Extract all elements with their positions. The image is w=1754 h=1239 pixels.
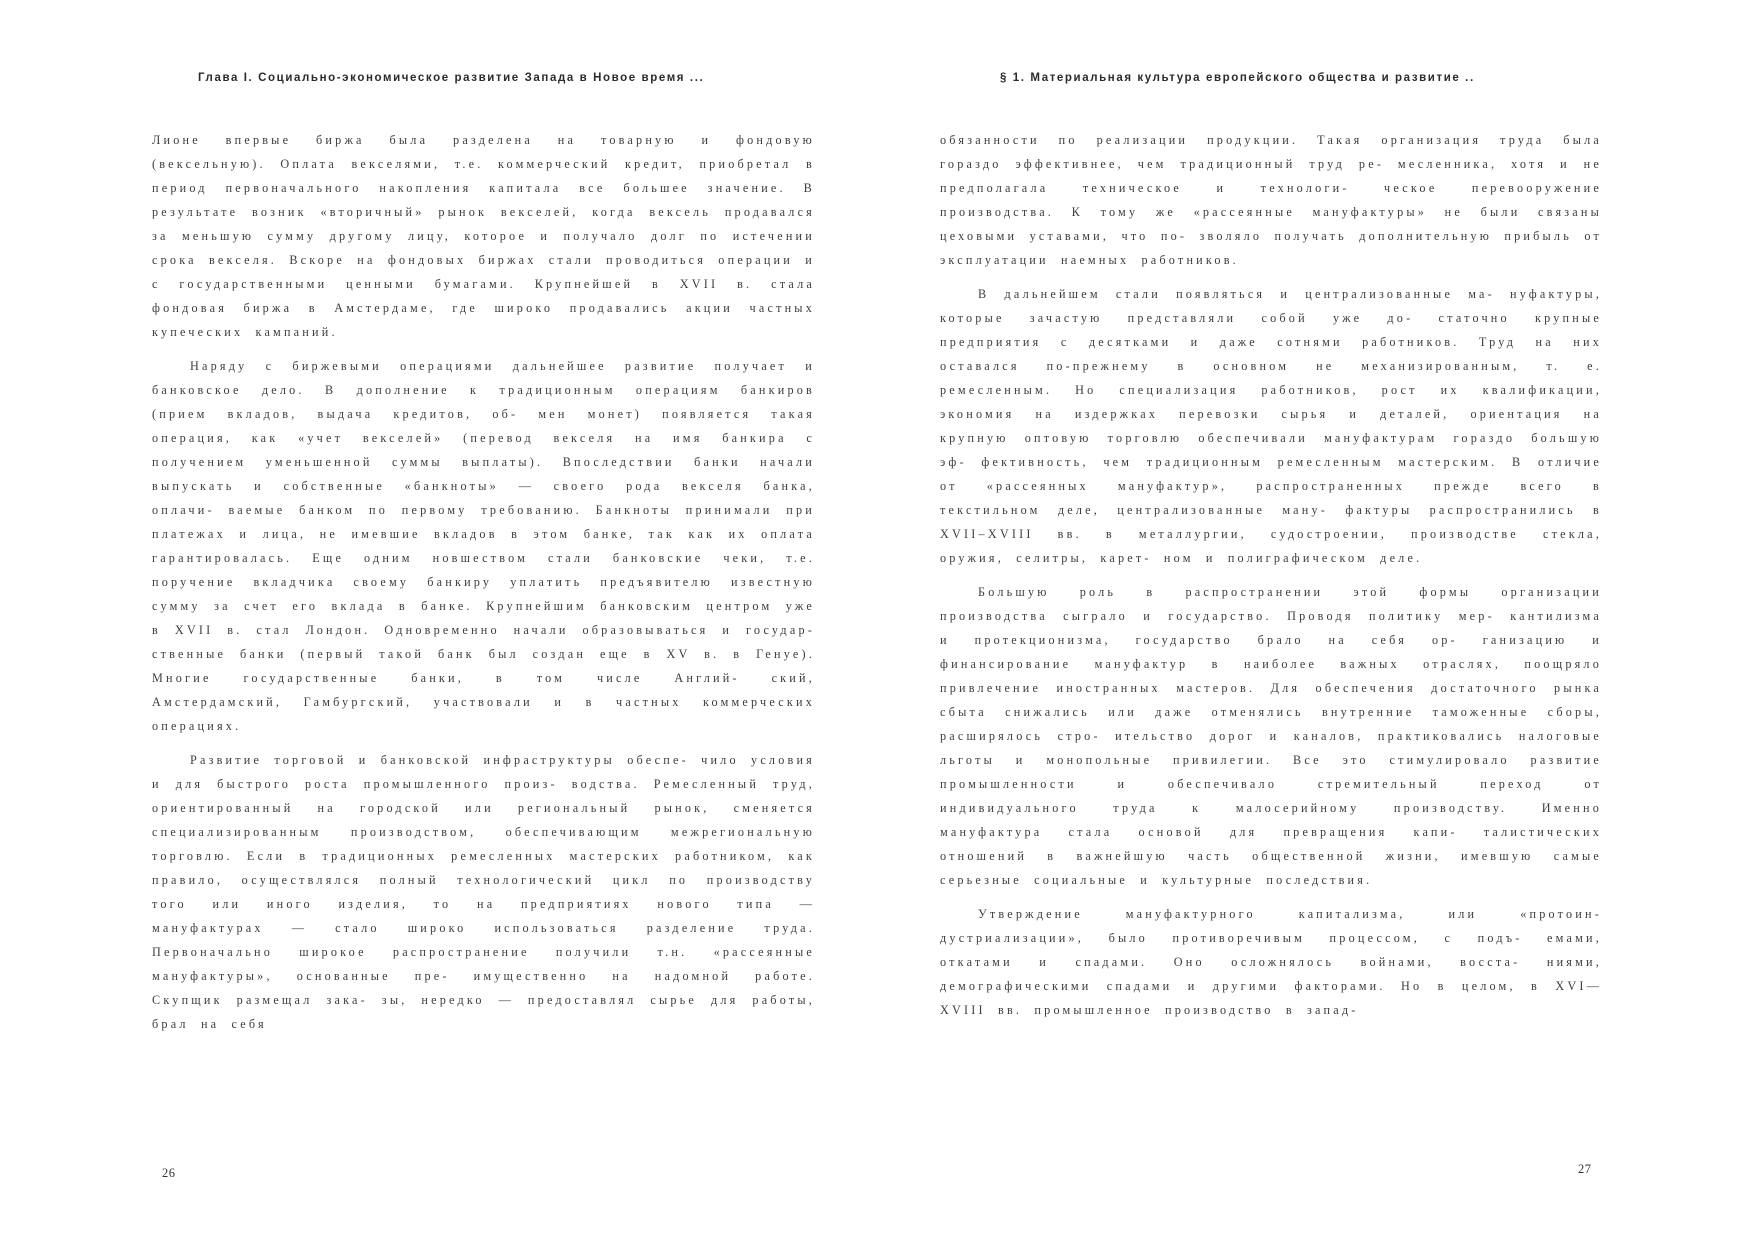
paragraph: обязанности по реализации продукции. Такая организация труда была гораздо эффективнее, чем традиционный труд ре- месленника, хотя и не предполагала техническое и технологи- ческое перевооружение производства. К тому же «рассеянные мануфактуры» не были связаны цеховыми уставами, что по- зволяло получать дополнительную прибыль от эксплуатации наемных работников. xyxy=(940,133,1602,267)
paragraph: Лионе впервые биржа была разделена на товарную и фондовую (вексельную). Оплата векселями, т.е. коммерческий кредит, приобретал в период первоначального накопления капитала все большее значение. В результате возник «вторичный» рынок векселей, когда вексель продавался за меньшую сумму другому лицу, которое и получало долг по истечении срока векселя. Вскоре на фондовых биржах стали проводиться операции и с государственными ценными бумагами. Крупнейшей в XVII в. стала фондовая биржа в Амстердаме, где широко продавались акции частных купеческих кампаний. xyxy=(152,133,815,339)
right-page-text xyxy=(940,128,1602,1032)
paragraph: Утверждение мануфактурного капитализма, или «протоин- дустриализации», было противоречивым процессом, с подъ- емами, откатами и спадами. Оно осложнялось войнами, восста- ниями, демографическими спадами и другими факторами. Но в целом, в XVI—XVIII вв. промышленное производство в запад- xyxy=(940,907,1602,1017)
left-page-text xyxy=(152,128,815,1046)
paragraph: Большую роль в распространении этой формы организации производства сыграло и государство. Проводя политику мер- кантилизма и протекционизма, государство брало на себя ор- ганизацию и финансирование мануфактур в наиболее важных отраслях, поощряло привлечение иностранных мастеров. Для обеспечения достаточного рынка сбыта снижались или даже отменялись внутренние таможенные сборы, расширялось стро- ительство дорог и каналов, практиковались налоговые льготы и монопольные привилегии. Все это стимулировало развитие промышленности и обеспечивало стремительный переход от индивидуального труда к малосерийному производству. Именно мануфактура стала основой для превращения капи- талистических отношений в важнейшую часть общественной жизни, имевшую самые серьезные социальные и культурные последствия. xyxy=(940,585,1602,887)
paragraph: Развитие торговой и банковской инфраструктуры обеспе- чило условия и для быстрого роста промышленного произ- водства. Ремесленный труд, ориентированный на городской или региональный рынок, сменяется специализированным производством, обеспечивающим межрегиональную торговлю. Если в традиционных ремесленных мастерских работником, как правило, осуществлялся полный технологический цикл по производству того или иного изделия, то на предприятиях нового типа — мануфактурах — стало широко использоваться разделение труда. Первоначально широкое распространение получили т.н. «рассеянные мануфактуры», основанные пре- имущественно на надомной работе. Скупщик размещал зака- зы, нередко — предоставлял сырье для работы, брал на себя xyxy=(152,753,815,1031)
paragraph: В дальнейшем стали появляться и централизованные ма- нуфактуры, которые зачастую представляли собой уже до- статочно крупные предприятия с десятками и даже сотнями работников. Труд на них оставался по-прежнему в основном не механизированным, т. е. ремесленным. Но специализация работников, рост их квалификации, экономия на издержках перевозки сырья и деталей, ориентация на крупную оптовую торговлю обеспечивали мануфактурам гораздо большую эф- фективность, чем традиционным ремесленным мастерским. В отличие от «рассеянных мануфактур», распространенных прежде всего в текстильном деле, централизованные ману- фактуры распространились в XVII–XVIII вв. в металлургии, судостроении, производстве стекла, оружия, селитры, карет- ном и полиграфическом деле. xyxy=(940,287,1602,565)
running-header-left: Глава I. Социально-экономическое развитие Запада в Новое время ... xyxy=(198,72,705,84)
page-number-left: 26 xyxy=(162,1166,176,1180)
running-header-right: § 1. Материальная культура европейского общества и развитие .. xyxy=(1000,72,1475,84)
page-number-right: 27 xyxy=(1578,1162,1592,1176)
paragraph: Наряду с биржевыми операциями дальнейшее развитие получает и банковское дело. В дополнение к традиционным операциям банкиров (прием вкладов, выдача кредитов, об- мен монет) появляется такая операция, как «учет векселей» (перевод векселя на имя банкира с получением уменьшенной суммы выплаты). Впоследствии банки начали выпускать и собственные «банкноты» — своего рода векселя банка, оплачи- ваемые банком по первому требованию. Банкноты принимали при платежах и лица, не имевшие вкладов в этом банке, так как их оплата гарантировалась. Еще одним новшеством стали банковские чеки, т.е. поручение вкладчика своему банкиру уплатить предъявителю известную сумму за счет его вклада в банке. Крупнейшим банковским центром уже в XVII в. стал Лондон. Одновременно начали образовываться и государ- ственные банки (первый такой банк был создан еще в XV в. в Генуе). Многие государственные банки, в том числе Англий- ский, Амстердамский, Гамбургский, участвовали и в частных коммерческих операциях. xyxy=(152,359,815,733)
